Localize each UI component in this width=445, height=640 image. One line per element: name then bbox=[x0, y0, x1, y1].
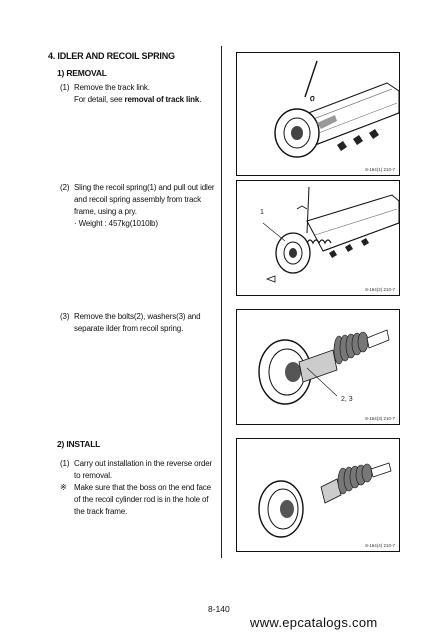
step-text: . bbox=[199, 95, 202, 104]
removal-step-3 bbox=[60, 311, 200, 335]
figure-install-idler bbox=[236, 438, 400, 552]
section-title: 4. IDLER AND RECOIL SPRING bbox=[48, 51, 175, 61]
step-text: separate ilder from recoil spring. bbox=[74, 324, 184, 333]
removal-heading: 1) REMOVAL bbox=[57, 68, 107, 78]
step-number: (1) bbox=[60, 459, 70, 468]
step-number: (1) bbox=[60, 83, 70, 92]
step-text: to removal. bbox=[74, 471, 112, 480]
note-mark: ※ bbox=[60, 483, 67, 492]
figure-caption: 8-164(3) 210-7 bbox=[365, 416, 395, 421]
install-step-1 bbox=[60, 458, 212, 518]
figure-separate-idler bbox=[236, 309, 400, 425]
step-text: For detail, see bbox=[74, 95, 125, 104]
note-text: Make sure that the boss on the end face bbox=[74, 483, 211, 492]
step-number: (3) bbox=[60, 312, 70, 321]
figure-caption: 8-164(4) 210-7 bbox=[365, 543, 395, 548]
note-text: the track frame. bbox=[74, 507, 128, 516]
watermark: www.epcatalogs.com bbox=[250, 615, 378, 630]
removal-step-2 bbox=[60, 182, 214, 230]
step-text: frame, using a pry. bbox=[74, 207, 137, 216]
figure-track-frame-sling bbox=[236, 52, 400, 176]
step-text: Remove the track link. bbox=[74, 83, 150, 92]
weight-note: · Weight : 457kg(1010lb) bbox=[74, 219, 158, 228]
step-text: Remove the bolts(2), washers(3) and bbox=[74, 312, 201, 321]
part-label-2-3: 2, 3 bbox=[341, 396, 353, 403]
step-text: and recoil spring assembly from track bbox=[74, 195, 201, 204]
figure-caption: 8-164(2) 210-7 bbox=[365, 287, 395, 292]
track-frame-illustration bbox=[237, 53, 399, 175]
idler-recoil-spring-illustration bbox=[237, 310, 399, 424]
figure-pull-out-idler bbox=[236, 180, 400, 296]
note-text: of the recoil cylinder rod is in the hole of bbox=[74, 495, 209, 504]
part-label-1: 1 bbox=[260, 209, 264, 216]
column-divider bbox=[221, 46, 222, 558]
figure-caption: 8-164(1) 210-7 bbox=[365, 167, 395, 172]
step-text: Sling the recoil spring(1) and pull out idler bbox=[74, 183, 215, 192]
reference-link-text: removal of track link bbox=[124, 95, 200, 104]
install-heading: 2) INSTALL bbox=[57, 439, 101, 449]
idler-install-illustration bbox=[237, 439, 399, 551]
idler-pull-illustration bbox=[237, 181, 399, 295]
removal-step-1 bbox=[60, 82, 201, 106]
page-number: 8-140 bbox=[208, 604, 230, 614]
step-number: (2) bbox=[60, 183, 70, 192]
step-text: Carry out installation in the reverse order bbox=[74, 459, 213, 468]
